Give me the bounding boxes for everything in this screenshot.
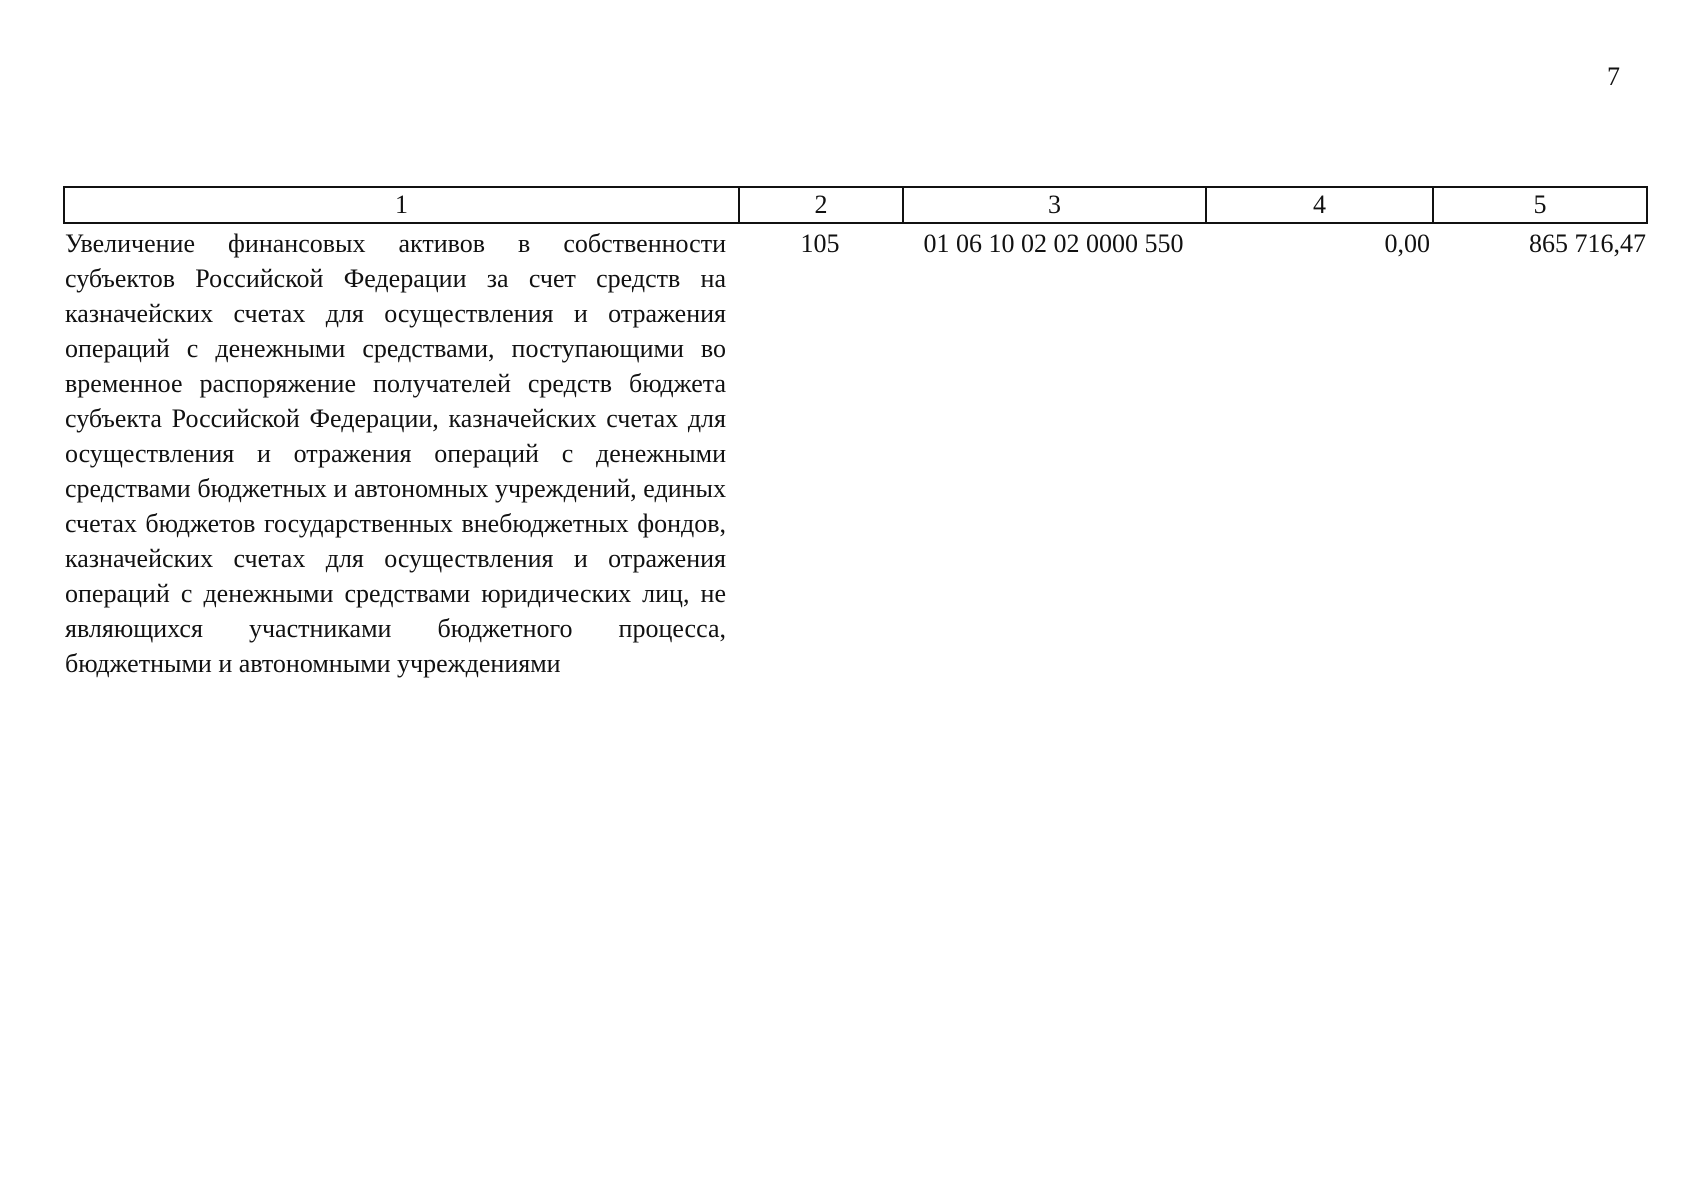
row-value-col4: 0,00	[1384, 229, 1430, 258]
column-header-5: 5	[1432, 186, 1648, 224]
report-table	[63, 186, 1648, 681]
header-row	[63, 186, 1648, 224]
row-classification-code: 01 06 10 02 02 0000 550	[923, 229, 1184, 258]
table-row	[63, 224, 1648, 681]
row-description: Увеличение финансовых активов в собственности субъектов Российской Федерации за счет средств на казначейских счетах для осуществления и отражения операций с денежными средствами, поступающими во временное распоряжение получателей средств бюджета субъекта Российской Федерации, казначейских счетах для осуществления и отражения операций с денежными средствами бюджетных и автономных учреждений, единых счетах бюджетов государственных внебюджетных фондов, казначейских счетах для осуществления и отражения операций с денежными средствами юридических лиц, не являющихся участниками бюджетного процесса, бюджетными и автономными учреждениями	[65, 229, 726, 678]
column-header-1: 1	[63, 186, 738, 224]
page-number: 7	[1607, 62, 1620, 91]
column-header-4: 4	[1205, 186, 1432, 224]
column-header-3: 3	[902, 186, 1205, 224]
row-value-col5: 865 716,47	[1529, 229, 1646, 258]
column-header-2: 2	[738, 186, 902, 224]
row-admin-code: 105	[800, 229, 840, 258]
